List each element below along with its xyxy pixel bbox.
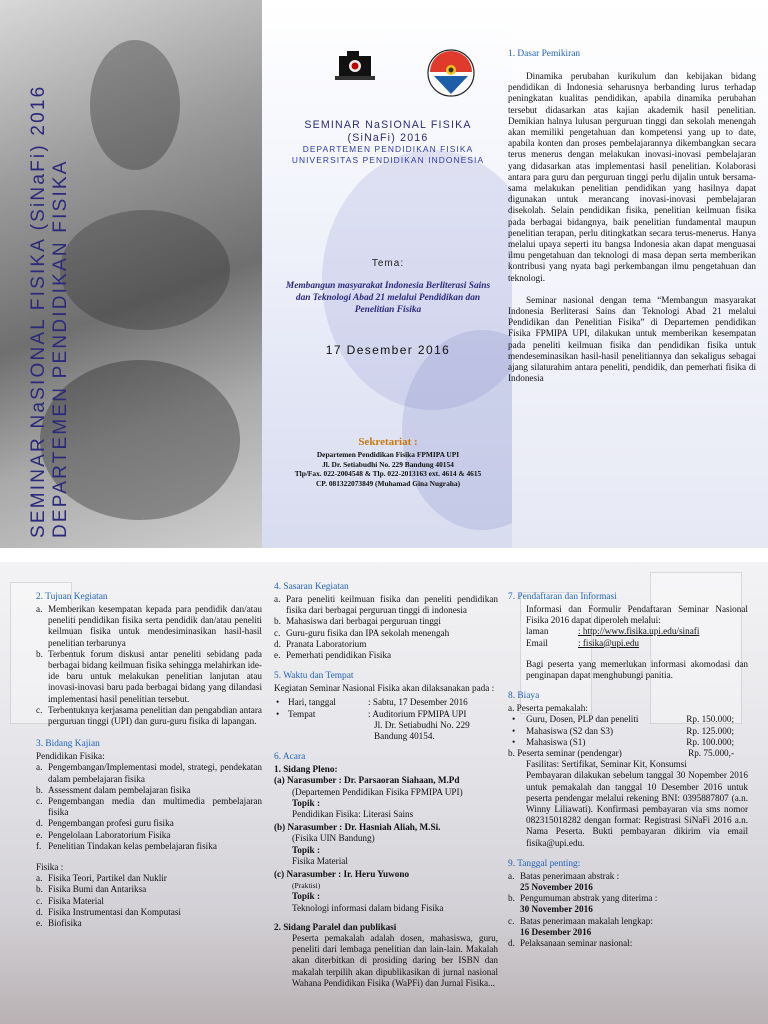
list-date: 16 Desember 2016 [520, 926, 592, 937]
list-marker: d. [508, 938, 515, 949]
list-marker: c. [508, 915, 515, 926]
narasumber-c-affiliation: (Praktisi) [292, 881, 321, 891]
tanggal-item [508, 916, 748, 938]
bidang-pendidikan-item [36, 762, 262, 784]
tanggal-item [508, 871, 748, 893]
vertical-title-line2: DEPARTEMEN PENDIDIKAN FISIKA [50, 159, 71, 538]
waktu-intro: Kegiatan Seminar Nasional Fisika akan dilaksanakan pada : [274, 683, 495, 694]
tujuan-item [36, 604, 262, 649]
list-marker: e. [36, 918, 43, 929]
bidang-fisika-item [36, 873, 262, 884]
tanggal-item [508, 893, 748, 915]
section-heading: 6. Acara [274, 752, 306, 763]
biaya-row-label: Guru, Dosen, PLP dan peneliti [526, 714, 639, 725]
list-text: Pengelolaan Laboratorium Fisika [48, 829, 171, 840]
list-text: Assessment dalam pembelajaran fisika [48, 784, 191, 795]
list-marker: b. [508, 893, 515, 904]
section-heading: 1. Dasar Pemikiran [508, 49, 581, 59]
tema-text: Membangun masyarakat Indonesia Berliterasi Sains dan Teknologi Abad 21 melalui Pendidikan dan Penelitian Fisika [285, 281, 491, 315]
biaya-row-label: Mahasiswa (S1) [526, 736, 586, 747]
sekretariat-line: Tlp/Fax. 022-2004548 & Tlp. 022-2013163 ext. 4614 & 4615 [294, 469, 482, 479]
list-text: Pengembangan profesi guru fisika [48, 818, 174, 829]
camera-logo-icon [333, 48, 379, 84]
list-text: Batas penerimaan abstrak : [520, 870, 620, 881]
section-heading: 2. Tujuan Kegiatan [36, 592, 108, 602]
biaya-pendengar-row [508, 748, 748, 759]
narasumber-b-affiliation: (Fisika UIN Bandung) [292, 833, 375, 844]
list-marker: a. [274, 594, 281, 604]
list-marker: c. [36, 895, 43, 906]
bidang-fisika-item [36, 918, 262, 929]
acara-pleno [274, 764, 498, 989]
list-marker: e. [274, 650, 281, 661]
bidang-pendidikan-item [36, 841, 262, 852]
cover-university: UNIVERSITAS PENDIDIKAN INDONESIA [291, 155, 485, 165]
sekretariat-line: Departemen Pendidikan Fisika FPMIPA UPI [316, 450, 460, 459]
sekretariat-line: Jl. Dr. Setiabudhi No. 229 Bandung 40154 [322, 459, 454, 469]
list-text: Pengumuman abstrak yang diterima : [520, 893, 658, 904]
list-text: Terbentuk forum diskusi antar peneliti sebidang pada berbagai bidang keilmuan fisika sehingga melahirkan ide-ide baru untuk melakukan penelitian lanjutan atau inovasi-inovasi baru pada berbagai bidang yang dilandasi implementasi hasil penelitian tersebut. [48, 648, 262, 704]
list-marker: b. [36, 784, 43, 795]
fold-gap [0, 548, 768, 562]
list-marker: a. [36, 873, 43, 884]
bidang-list-pendidikan [36, 762, 262, 852]
bidang-subheading: Pendidikan Fisika: [36, 751, 105, 762]
biaya-row-value: Rp. 150.000; [686, 714, 734, 725]
biaya-row-value: Rp. 100.000; [686, 736, 734, 747]
vertical-title-line1: SEMINAR NaSIONAL FISIKA (SiNaFi) 2016 [28, 84, 49, 538]
biaya-pemakalah-label: a. Peserta pemakalah: [508, 703, 588, 714]
tujuan-list [36, 604, 262, 727]
email-link[interactable]: : fisika@upi.edu [578, 637, 640, 648]
daftar-email-row [508, 638, 748, 649]
topik-label: Topik : [292, 797, 321, 808]
bullet: • [512, 714, 516, 725]
tema-label: Tema: [371, 258, 405, 269]
daftar-intro: Informasi dan Formulir Pendaftaran Seminar Nasional Fisika 2016 dapat diperoleh melalui: [526, 604, 748, 626]
tujuan-item [36, 649, 262, 705]
topik-label: Topik : [292, 891, 321, 902]
list-marker: e. [36, 829, 43, 840]
section-heading: 8. Biaya [508, 691, 540, 702]
biaya-row [508, 714, 748, 725]
narasumber-b-topic: Fisika Material [292, 855, 348, 866]
section-heading: 5. Waktu dan Tempat [274, 671, 354, 682]
list-marker: b. [36, 648, 43, 659]
list-text: Pelaksanaan seminar nasional: [520, 938, 633, 949]
column-1 [36, 592, 262, 929]
bidang-fisika-item [36, 884, 262, 895]
waktu-tempat-label: Tempat [288, 708, 316, 719]
sasaran-item [274, 639, 498, 650]
biaya-row [508, 737, 748, 748]
section-heading: 7. Pendaftaran dan Informasi [508, 592, 617, 602]
sasaran-item [274, 616, 498, 627]
list-text: Pranata Laboratorium [286, 638, 367, 649]
vertical-title [28, 18, 72, 538]
sasaran-item [274, 594, 498, 616]
list-marker: c. [36, 796, 43, 807]
list-marker: d. [36, 818, 43, 829]
topik-label: Topik : [292, 844, 321, 855]
bidang-fisika-item [36, 907, 262, 918]
sasaran-item [274, 628, 498, 639]
list-text: Pengembangan media dan multimedia pembelajaran fisika [48, 796, 262, 818]
bidang-pendidikan-item [36, 785, 262, 796]
biaya-row-label: Mahasiswa (S2 dan S3) [526, 725, 614, 736]
list-date: 25 November 2016 [520, 882, 593, 893]
bidang-list-fisika [36, 873, 262, 929]
list-text: Fisika Material [48, 895, 104, 906]
cover-photo-panel [0, 0, 262, 548]
section-heading: 3. Bidang Kajian [36, 739, 100, 750]
tanggal-list [508, 871, 748, 949]
email-label: Email [526, 637, 548, 648]
acara-paralel-title: 2. Sidang Paralel dan publikasi [274, 921, 397, 932]
biaya-row-value: Rp. 125.000; [686, 725, 734, 736]
laman-label: laman [526, 626, 549, 637]
waktu-tempat-row: • Tempat : Auditorium FPMIPA UPI Jl. Dr. Setiabudhi No. 229 Bandung 40154. [274, 709, 498, 743]
list-text: Batas penerimaan makalah lengkap: [520, 915, 653, 926]
bidang-fisika-item [36, 896, 262, 907]
cover-title-line2: (SiNaFi) 2016 [347, 132, 429, 144]
list-text: Pemerhati pendidikan Fisika [286, 650, 392, 661]
bullet: • [512, 725, 516, 736]
list-marker: a. [508, 870, 515, 881]
sasaran-item [274, 650, 498, 661]
column-3 [508, 592, 748, 949]
waktu-tempat-line2: Jl. Dr. Setiabudhi No. 229 [374, 719, 470, 730]
list-text: Fisika Instrumentasi dan Komputasi [48, 906, 181, 917]
upi-logo-icon [426, 48, 476, 98]
list-marker: a. [36, 762, 43, 773]
cover-title-line1: SEMINAR NaSIONAL FISIKA [304, 119, 472, 131]
tanggal-item [508, 938, 748, 949]
list-marker: d. [274, 638, 281, 649]
list-text: Biofisika [48, 918, 82, 929]
biaya-fasilitas: Fasilitas: Sertifikat, Seminar Kit, Konsumsi [526, 759, 687, 770]
list-text: Guru-guru fisika dan IPA sekolah menengah [286, 627, 450, 638]
list-date: 30 November 2016 [520, 904, 593, 915]
list-marker: c. [36, 704, 43, 715]
event-date: 17 Desember 2016 [325, 343, 451, 357]
sekretariat-line: CP. 081322073849 (Muhamad Gina Nugraha) [315, 478, 461, 488]
list-marker: d. [36, 906, 43, 917]
list-marker: a. [36, 604, 43, 614]
list-text: Fisika Bumi dan Antariksa [48, 884, 147, 895]
waktu-hari-label: Hari, tanggal [288, 697, 336, 708]
dasar-paragraph-2: Seminar nasional dengan tema “Membangun masyarakat Indonesia Berliterasi Sains dan Teknologi Abad 21 melalui Pendidikan dan Penelitian Fisika” di Departemen pendidikan Fisika FPMIPA UPI, dilakukan untuk memberikan kesempatan pada peneliti keilmuan fisika dan pendidikan fisika untuk mendeseminasikan hasil-hasil penelitiannya dan sekaligus sebagai ajang silaturahim antara peneliti, pendidik, dan pemerhati fisika di Indonesia [508, 294, 756, 384]
bullet: • [512, 736, 516, 747]
bidang-pendidikan-item [36, 818, 262, 829]
list-text: Fisika Teori, Partikel dan Nuklir [48, 873, 167, 884]
cover-department: DEPARTEMEN PENDIDIKAN FISIKA [302, 144, 474, 154]
list-marker: f. [36, 840, 42, 851]
narasumber-c: (c) Narasumber : Ir. Heru Yuwono [274, 869, 410, 880]
narasumber-a: (a) Narasumber : Dr. Parsaoran Siahaan, M.Pd [274, 775, 460, 786]
waktu-tempat-line3: Bandung 40154. [374, 731, 435, 742]
biaya-pembayaran: Pembayaran dilakukan sebelum tanggal 30 Nopember 2016 untuk pemakalah dan tanggal 10 Desember 2016 untuk peserta pendengar melalui rekening BNI: 0395887807 (a.n. Winny Liliawati). Konfirmasi pembayaran via sms nomor 082315018282 dengan format: Registrasi SiNaFi 2016 a.n. Nama Peserta. Bukti pembayaran dikirim via email fisika@upi.edu. [526, 770, 748, 848]
section-heading: 4. Sasaran Kegiatan [274, 582, 349, 592]
photo-shape [90, 40, 180, 170]
list-text: Penelitian Tindakan kelas pembelajaran fisika [48, 840, 217, 851]
column-2 [274, 582, 498, 989]
list-text: Terbentuknya kerjasama penelitian dan pengabdian antara perguruan tinggi (UPI) dan guru-guru fisika di lapangan. [48, 704, 262, 727]
waktu-hari-row: • Hari, tanggal : Sabtu, 17 Desember 2016 [276, 697, 468, 708]
list-text: Mahasiswa dari berbagai perguruan tinggi [286, 616, 441, 627]
bidang-subheading: Fisika : [36, 862, 64, 873]
photo-shape [60, 210, 230, 330]
waktu-hari-value: : Sabtu, 17 Desember 2016 [368, 697, 468, 708]
bidang-pendidikan-item [36, 830, 262, 841]
biaya-pendengar-label: b. Peserta seminar (pendengar) [508, 748, 622, 759]
list-text: Para peneliti keilmuan fisika dan peneliti pendidikan fisika dari berbagai perguruan tinggi di indonesia [286, 594, 498, 616]
laman-link[interactable]: : http://www.fisika.upi.edu/sinafi [578, 626, 700, 637]
biaya-table [508, 714, 748, 748]
sekretariat-label: Sekretariat : [358, 436, 418, 448]
cover-title [268, 119, 508, 145]
acara-paralel-text: Peserta pemakalah adalah dosen, mahasiswa, guru, peneliti dari lembaga penelitian dan lain-lain. Makalah akan diterbitkan di prosiding daring ber ISBN dan makalah terpilih akan dipublikasikan di jurnal nasional Wahana Pendidikan Fisika (WaPFi) dan Jurnal Fisika... [292, 933, 498, 988]
daftar-laman-row [508, 626, 748, 637]
sekretariat-address [270, 450, 506, 488]
narasumber-a-topic: Pendidikan Fisika: Literasi Sains [292, 809, 414, 820]
daftar-note: Bagi peserta yang memerlukan informasi akomodasi dan penginapan dapat menghubungi panitia. [526, 658, 748, 681]
list-text: Pengembangan/Implementasi model, strategi, pendekatan dalam pembelajaran fisika [48, 762, 262, 784]
bidang-pendidikan-item [36, 796, 262, 818]
biaya-row [508, 726, 748, 737]
list-marker: b. [274, 616, 281, 627]
waktu-tempat-value: : Auditorium FPMIPA UPI [368, 708, 467, 719]
narasumber-b: (b) Narasumber : Dr. Hasniah Aliah, M.Si. [274, 822, 441, 833]
tujuan-item [36, 705, 262, 727]
section-dasar-pemikiran [508, 49, 756, 384]
cover-institution [268, 144, 508, 166]
acara-pleno-title: 1. Sidang Pleno: [274, 764, 338, 775]
sasaran-list [274, 594, 498, 661]
list-marker: b. [36, 884, 43, 895]
narasumber-a-affiliation: (Departemen Pendidikan Fisika FPMIPA UPI) [292, 786, 463, 797]
dasar-paragraph-1: Dinamika perubahan kurikulum dan kebijakan bidang pendidikan di Indonesia seharusnya berbanding lurus terhadap peningkatan kualitas pendidikan, apabila dinamika perubahan tersebut didasarkan atas kajian akademik hasil penelitian. Demikian halnya lulusan perguruan tinggi dan sekolah menengah akan memiliki pengetahuan dan kompetensi yang up to date, apabila konten dan proses pembelajarannya dikembangkan secara terus menerus dengan melakukan inovasi-inovasi pembelajaran yang didasarkan atas implementasi hasil penelitian. Kolaborasi antara para guru dan perguruan tinggi perlu dijalin untuk bersama-sama melakukan penelitian pendidikan yang hasilnya dapat digunakan untuk merancang inovasi-inovasi pembelajaran disekolah. Selain pendidikan fisika, penelitian keilmuan fisika pada berbagai bidangnya, baik penelitian fundamental maupun penelitian terapan, perlu ditingkatkan secara terus-menerus. Hanya melalui upaya seperti itu bangsa Indonesia akan dapat menguasai ilmu pengetahuan dan teknologi di masa depan serta memberikan kontribusi yang nyata bagi perkembangan ilmu pengetahuan dan teknologi. [508, 71, 756, 283]
list-marker: c. [274, 627, 281, 638]
section-heading: 9. Tanggal penting: [508, 858, 581, 869]
biaya-pendengar-value: Rp. 75.000,- [688, 748, 734, 759]
list-text: Memberikan kesempatan kepada para pendidik dan/atau peneliti pendidikan fisika serta pendidik dan/atau peneliti keilmuan fisika untuk mendesiminasikan hasil-hasil penelitian terbarunya [48, 604, 262, 648]
narasumber-c-topic: Teknologi informasi dalam bidang Fisika [292, 902, 444, 913]
